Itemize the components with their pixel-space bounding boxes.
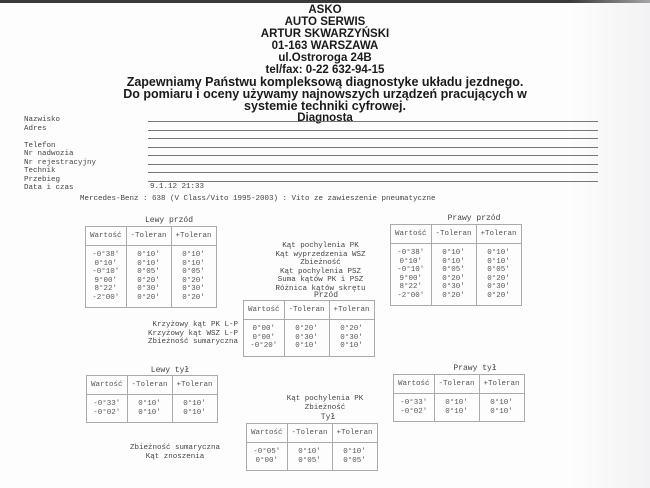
company-name: ASKO bbox=[308, 4, 342, 16]
field-label-telefon: Telefon bbox=[24, 142, 56, 150]
table-row: 0°00' 0°05' 0°05' bbox=[247, 457, 378, 471]
vehicle-description: Mercedes-Benz : 638 (V Class/Vito 1995-2003) : Vito ze zawieszenie pneumatyczne bbox=[80, 195, 436, 203]
table-lewy-tyl: Wartość -Toleran +Toleran -0°33' 0°10' 0°10' -0°02' 0°10' 0°10' bbox=[86, 375, 218, 423]
field-label-adres: Adres bbox=[24, 125, 47, 133]
field-label-nr-nadwozia: Nr nadwozia bbox=[24, 150, 74, 158]
table-lewy-przod bbox=[85, 226, 217, 308]
table-row: -0°02' 0°10' 0°10' bbox=[87, 409, 218, 423]
col-plus-toleran: +Toleran bbox=[171, 227, 216, 246]
field-label-przebieg: Przebieg bbox=[24, 176, 61, 184]
table-tyl: Wartość -Toleran +Toleran -0°05' 0°10' 0°10' 0°00' 0°05' 0°05' bbox=[246, 423, 378, 471]
table-row: -0°02' 0°10' 0°10' bbox=[394, 408, 525, 422]
table-row: 0°00' 0°20' 0°20' bbox=[244, 320, 375, 334]
field-line-adres-2[interactable] bbox=[148, 138, 598, 139]
table-row: 8°22' 0°30' 0°30' bbox=[86, 285, 217, 294]
rear-parameter-labels: Kąt pochylenia PK Zbieżność bbox=[286, 395, 364, 412]
document-title: Diagnosta bbox=[297, 112, 353, 124]
caption-przod: Przód bbox=[313, 291, 338, 300]
table-row: -0°05' 0°10' 0°10' bbox=[247, 443, 378, 457]
caption-tyl: Tył bbox=[320, 413, 336, 422]
scan-top-edge bbox=[0, 0, 650, 3]
phone-fax: tel/fax: 0-22 632-94-15 bbox=[265, 64, 385, 76]
field-line-adres[interactable] bbox=[148, 130, 598, 131]
field-line-technik[interactable] bbox=[148, 172, 598, 173]
field-label-data-i-czas: Data i czas bbox=[24, 184, 74, 192]
table-row: -0°33' 0°10' 0°10' bbox=[87, 395, 218, 409]
field-label-nr-rejestracyjny: Nr rejestracyjny bbox=[24, 159, 97, 167]
slogan-line-3: systemie techniki cyfrowej. bbox=[244, 99, 406, 113]
table-row: 0°00' 0°30' 0°30' bbox=[244, 334, 375, 343]
slogan-line-2: Do pomiaru i oceny używamy najnowszych urządzeń pracujących w bbox=[123, 87, 527, 101]
table-prawy-tyl: Wartość -Toleran +Toleran -0°33' 0°10' 0°10' -0°02' 0°10' 0°10' bbox=[393, 374, 525, 422]
table-row: -0°38' 0°10' 0°10' bbox=[391, 244, 522, 258]
table-row: -2°00' 0°20' 0°20' bbox=[391, 292, 522, 306]
front-parameter-labels: Kąt pochylenia PK Kąt wyprzedzenia WSZ Zbieżność Kąt pochylenia PSZ Suma kątów PK i PSZ Różnica kątów skrętu bbox=[275, 242, 366, 293]
table-row: 0°10' 0°10' 0°10' bbox=[391, 258, 522, 267]
caption-lewy-przod: Lewy przód bbox=[144, 216, 193, 225]
table-row: 9°00' 0°20' 0°20' bbox=[391, 275, 522, 284]
table-row: -0°38' 0°10' 0°10' bbox=[86, 246, 217, 260]
caption-prawy-przod: Prawy przód bbox=[447, 214, 501, 223]
field-line-nr-rejestracyjny[interactable] bbox=[148, 164, 598, 165]
slogan-line-1: Zapewniamy Państwu kompleksową diagnostyke układu jezdnego. bbox=[126, 75, 524, 89]
postal-city: 01-163 WARSZAWA bbox=[271, 40, 379, 52]
field-label-nazwisko: Nazwisko bbox=[24, 116, 61, 124]
table-row: -2°00' 0°20' 0°20' bbox=[86, 294, 217, 308]
table-row: -0°33' 0°10' 0°10' bbox=[394, 394, 525, 408]
front-axle-labels: Krzyżowy kąt PK L-P Krzyżowy kąt WSZ L-P Zbieżność sumaryczna bbox=[147, 321, 238, 346]
table-prawy-przod: Wartość -Toleran +Toleran -0°38' 0°10' 0°10' 0°10' 0°10' 0°10' -0°10' 0°05' 0°05' 9°00' 0°20' 0°20' 8°22' 0°30' 0°30' -2°00' 0°20' 0°20' bbox=[390, 224, 522, 306]
col-wartosc: Wartość bbox=[86, 227, 127, 246]
field-label-technik: Technik bbox=[24, 167, 56, 175]
table-row: -0°10' 0°05' 0°05' bbox=[391, 266, 522, 275]
rear-axle-labels: Zbieżność sumaryczna Kąt znoszenia bbox=[129, 444, 220, 461]
table-row: 9°00' 0°20' 0°20' bbox=[86, 277, 217, 286]
caption-prawy-tyl: Prawy tył bbox=[453, 364, 497, 373]
table-row: 8°22' 0°30' 0°30' bbox=[391, 283, 522, 292]
field-line-nr-nadwozia[interactable] bbox=[148, 155, 598, 156]
field-line-nazwisko[interactable] bbox=[148, 121, 598, 122]
company-subtitle: AUTO SERWIS bbox=[284, 16, 366, 28]
owner-name: ARTUR SKWARZYŃSKI bbox=[260, 28, 390, 40]
table-row: -0°10' 0°05' 0°05' bbox=[86, 268, 217, 277]
table-row: 0°10' 0°10' 0°10' bbox=[86, 260, 217, 269]
caption-lewy-tyl: Lewy tył bbox=[150, 366, 190, 375]
table-row: -0°20' 0°10' 0°10' bbox=[244, 342, 375, 356]
street-address: ul.Ostroroga 24B bbox=[278, 52, 372, 64]
col-minus-toleran: -Toleran bbox=[126, 227, 171, 246]
field-line-przebieg[interactable] bbox=[148, 181, 598, 182]
table-przod: Wartość -Toleran +Toleran 0°00' 0°20' 0°20' 0°00' 0°30' 0°30' -0°20' 0°10' 0°10' bbox=[243, 300, 375, 357]
field-line-telefon[interactable] bbox=[148, 147, 598, 148]
date-time-value: 9.1.12 21:33 bbox=[150, 183, 205, 191]
